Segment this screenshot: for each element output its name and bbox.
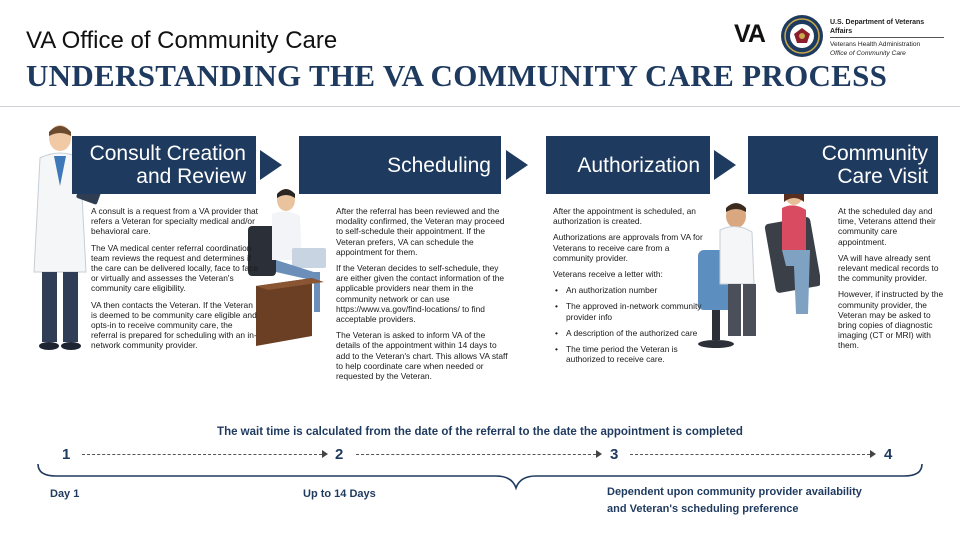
step-scheduling-banner [299, 136, 501, 194]
label-dependent-line-1: Dependent upon community provider availability [607, 486, 862, 498]
logo-line-3: Office of Community Care [830, 50, 906, 57]
page-title: UNDERSTANDING THE VA COMMUNITY CARE PROCESS [26, 58, 888, 93]
authorization-letter-list [553, 285, 705, 364]
paragraph: Veterans receive a letter with: [553, 269, 663, 280]
timeline-number-3: 3 [610, 446, 619, 463]
step-authorization-title-line1: Authorization [577, 153, 700, 177]
paragraph: If the Veteran decides to self-schedule, they are either given the contact information of the applicable providers near them in the community network or can use https://www.va.gov/find-locations/ to find acceptable providers. [336, 263, 505, 325]
timeline-number-4: 4 [884, 446, 893, 463]
label-dependent-availability [607, 484, 862, 518]
timeline-number-1: 1 [62, 446, 71, 463]
paragraph: After the referral has been reviewed and the modality confirmed, the Veteran may proceed to self-schedule their appointment. If the Veteran prefers, VA can schedule the appointment for them. [336, 206, 505, 257]
list-item: • The approved in-network community provider info [553, 301, 705, 321]
timeline-arrowhead-3 [870, 450, 876, 458]
label-up-to-14-days: Up to 14 Days [303, 488, 376, 500]
step-visit-title [748, 136, 938, 194]
paragraph: VA then contacts the Veteran. If the Veteran is deemed to be community care eligible and opts-in to receive community care, the referral is prepared for scheduling with an in-network community provider. [91, 299, 257, 351]
va-wordmark: VA [734, 20, 765, 48]
header-divider [0, 106, 960, 107]
va-seal-icon [780, 14, 824, 58]
paragraph: A consult is a request from a VA provider that refers a Veteran for specialty medical and/or behavioral care. [91, 206, 258, 237]
step-visit-title-line2: Care Visit [837, 165, 928, 188]
paragraph: The VA medical center referral coordination team reviews the request and determines if the care can be delivered locally, face to face or virtually and assesses the Veteran's community care eligibility. [91, 242, 258, 294]
step-authorization-title [546, 136, 710, 194]
patient-and-provider-illustration [690, 180, 820, 358]
timeline-number-2: 2 [335, 446, 344, 463]
step-visit-title-line1: Community [821, 142, 928, 165]
list-item: • The time period the Veteran is authorized to receive care. [553, 344, 705, 364]
step-consult-arrow [260, 150, 282, 180]
va-logo-text [830, 18, 944, 58]
paragraph: The Veteran is asked to inform VA of the details of the appointment within 14 days to add to the Veteran's chart. This allows VA staff to help coordinate care when needed or requested by the Veteran. [336, 330, 508, 382]
logo-line-2: Veterans Health Administration [830, 41, 921, 48]
va-logo [734, 14, 944, 58]
step-consult-title-line2: and Review [136, 165, 246, 188]
step-scheduling-arrow [506, 150, 528, 180]
step-consult-title-line1: Consult Creation [89, 142, 246, 165]
list-item: • A description of the authorized care [553, 328, 705, 338]
step-scheduling-title-line1: Scheduling [387, 153, 491, 177]
logo-line-1: U.S. Department of Veterans Affairs [830, 18, 944, 38]
timeline-dash-1 [82, 454, 322, 455]
timeline-dash-2 [356, 454, 596, 455]
timeline-arrowhead-1 [322, 450, 328, 458]
step-consult-banner [72, 136, 256, 194]
step-authorization-text [553, 206, 705, 370]
paragraph: Authorizations are approvals from VA for Veterans to receive care from a community provider. [553, 232, 703, 263]
paragraph: At the scheduled day and time, Veterans attend their community care appointment. [838, 206, 936, 247]
step-visit-text [838, 206, 944, 357]
step-visit-banner [748, 136, 938, 194]
label-dependent-line-2: and Veteran's scheduling preference [607, 503, 799, 515]
step-scheduling-title [299, 136, 501, 194]
page-subtitle: VA Office of Community Care [26, 27, 338, 54]
paragraph: After the appointment is scheduled, an authorization is created. [553, 206, 696, 227]
label-day-1: Day 1 [50, 488, 80, 500]
step-scheduling-text [336, 206, 508, 387]
timeline-arrowhead-2 [596, 450, 602, 458]
paragraph: However, if instructed by the community provider, the Veteran may be asked to bring copies of diagnostic imaging (CT or MRI) with them. [838, 289, 944, 351]
wait-time-caption: The wait time is calculated from the date of the referral to the date the appointment is completed [217, 426, 743, 438]
step-consult-text [91, 206, 259, 357]
list-item: • An authorization number [553, 285, 705, 295]
step-consult-title [72, 136, 256, 194]
step-authorization-arrow [714, 150, 736, 180]
paragraph: VA will have already sent relevant medical records to the community provider. [838, 252, 939, 284]
timeline-dash-3 [630, 454, 870, 455]
step-authorization-banner [546, 136, 710, 194]
